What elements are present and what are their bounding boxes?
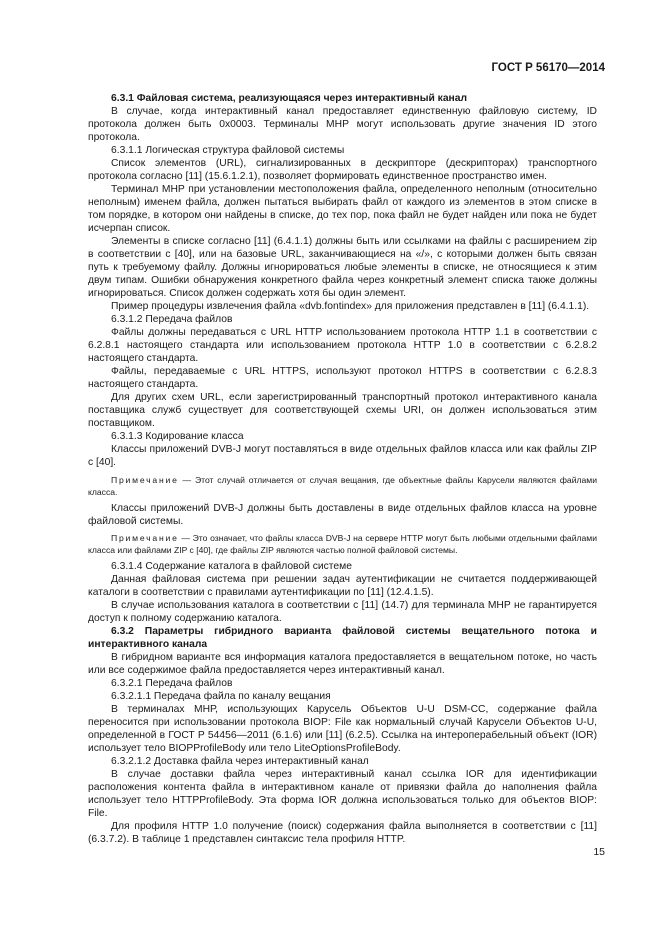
paragraph: 6.3.2.1 Передача файлов [111,678,233,689]
paragraph: В случае доставки файла через интерактивный канал ссылка IOR для идентификации расположения контента файла в интерактивном канале от привязки файла до наполнения файла использует тело HTTPProfileBody. Эта форма IOR должна использоваться только для объектов BIOP: File. [88,769,597,819]
paragraph: Для профиля HTTP 1.0 получение (поиск) содержания файла выполняется в соответствии с [11] (6.3.7.2). В таблице 1 представлен синтаксис тела профиля HTTP. [88,821,597,845]
paragraph: 6.3.1.1 Логическая структура файловой системы [111,145,345,156]
standard-header: ГОСТ Р 56170—2014 [491,62,605,74]
document-body [88,92,597,846]
page-number: 15 [593,846,605,858]
paragraph: Классы приложений DVB-J могут поставляться в виде отдельных файлов класса или как файлы ZIP с [40]. [88,444,597,468]
note-label: Примечание [111,475,179,485]
paragraph: 6.3.2.1.2 Доставка файла через интерактивный канал [111,756,369,767]
paragraph: В случае использования каталога в соответствии с [11] (14.7) для терминала МНР не гарантируется доступ к полному содержанию каталога. [88,600,597,624]
paragraph: Файлы должны передаваться с URL HTTP использованием протокола HTTP 1.1 в соответствии с 6.2.8.1 настоящего стандарта или использованием протокола HTTP 1.0 в соответствии с 6.2.8.2 настоящего стандарта. [88,327,597,364]
paragraph: Для других схем URL, если зарегистрированный транспортный протокол интерактивного канала поставщика служб существует для соответствующей схемы URI, он должен использоваться этим поставщиком. [88,392,597,429]
paragraph: 6.3.1.2 Передача файлов [111,314,233,325]
note-text: — Это означает, что файлы класса DVB-J на сервере HTTP могут быть любыми отдельными файлами класса или файлами ZIP с [40], где файлы ZIP являются частью полной файловой системы. [88,533,597,555]
note-label: Примечание [111,533,179,543]
paragraph: Элементы в списке согласно [11] (6.4.1.1) должны быть или ссылками на файлы с расширением zip в соответствии с [40], или на базовые URL, заканчивающиеся на «/», с которыми должен быть связан путь к требуемому файлу. Должны игнорироваться любые элементы в списке, не относящиеся к этим двум типам. Ошибки обнаружения конкретного файла через конкретный элемент списка также должны игнорироваться. Список должен содержать хотя бы один элемент. [88,236,597,299]
paragraph: Данная файловая система при решении задач аутентификации не считается поддерживающей каталоги в соответствии с правилами аутентификации по [11] (12.4.1.5). [88,574,597,598]
note-paragraph [88,532,597,556]
paragraph: Файлы, передаваемые с URL HTTPS, используют протокол HTTPS в соответствии с 6.2.8.3 настоящего стандарта. [88,366,597,390]
paragraph: Терминал МНР при установлении местоположения файла, определенного неполным (относительно неполным) именем файла, должен пытаться выбирать файл от каждого из элементов в этом списке в том порядке, в котором они найдены в списке, до тех пор, пока файл не будет найден или пока не будет исчерпан список. [88,184,597,234]
section-heading: 6.3.2 Параметры гибридного варианта файловой системы вещательного потока и интерактивного канала [88,626,597,650]
paragraph: В терминалах МНР, использующих Карусель Объектов U-U DSM-CC, содержание файла переносится при использовании протокола BIOP: File как нормальный случай Карусели Объектов U-U, определенной в ГОСТ Р 54456—2011 (6.1.6) или [11] (6.2.5). Ссылка на интероперабельный объект (IOR) использует тело BIOPProfileBody или тело LiteOptionsProfileBody. [88,704,597,754]
section-heading: 6.3.1 Файловая система, реализующаяся через интерактивный канал [111,93,468,104]
paragraph: Классы приложений DVB-J должны быть доставлены в виде отдельных файлов класса на уровне файловой системы. [88,503,597,527]
paragraph: 6.3.1.4 Содержание каталога в файловой системе [111,561,352,572]
paragraph: В случае, когда интерактивный канал предоставляет единственную файловую систему, ID протокола должен быть 0x0003. Терминалы МНР могут использовать другие значения ID этого протокола. [88,106,597,143]
paragraph: 6.3.2.1.1 Передача файла по каналу вещания [111,691,331,702]
paragraph: Пример процедуры извлечения файла «dvb.fontindex» для приложения представлен в [11] (6.4.1.1). [111,301,590,312]
note-text: — Этот случай отличается от случая вещания, где объектные файлы Карусели являются файлами класса. [88,475,597,497]
note-paragraph [88,474,597,498]
paragraph: 6.3.1.3 Кодирование класса [111,431,244,442]
paragraph: В гибридном варианте вся информация каталога предоставляется в вещательном потоке, но часть или все содержимое файла предоставляется через интерактивный канал. [88,652,597,676]
paragraph: Список элементов (URL), сигнализированных в дескрипторе (дескрипторах) транспортного протокола согласно [11] (15.6.1.2.1), позволяет формировать единственное пространство имен. [88,158,597,182]
